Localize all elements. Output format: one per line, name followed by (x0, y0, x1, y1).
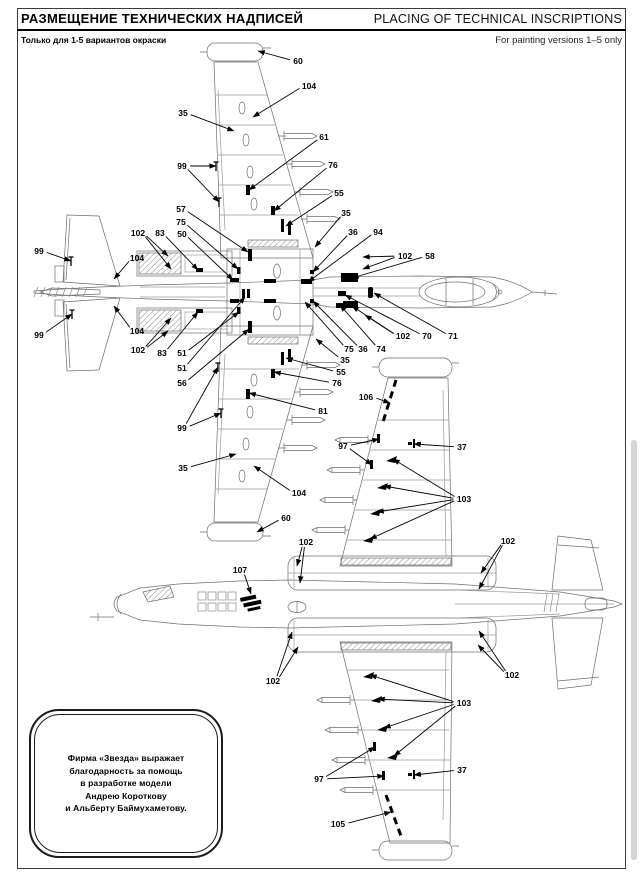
callout-leader-97 (351, 439, 379, 445)
painting-note-english: For painting versions 1–5 only (495, 35, 622, 46)
callout-label-50: 50 (177, 229, 187, 239)
callout-label-94: 94 (373, 227, 383, 237)
callout-leader-56 (188, 329, 249, 380)
callout-label-61: 61 (319, 132, 329, 142)
callout-label-71: 71 (448, 331, 458, 341)
callout-leader-104 (253, 88, 300, 117)
callout-leader-97 (327, 776, 384, 779)
callout-leader-102 (479, 631, 506, 671)
callout-label-105: 105 (330, 819, 346, 829)
callout-label-76: 76 (328, 160, 338, 170)
wingtip-pod-left (379, 358, 452, 377)
credit-line: и Альберту Баймухаметову. (65, 803, 187, 814)
stores-lower-wing (278, 360, 340, 453)
callout-label-58: 58 (425, 251, 435, 261)
callout-label-99: 99 (34, 330, 44, 340)
callout-label-102: 102 (298, 537, 314, 547)
callout-label-36: 36 (348, 227, 358, 237)
callout-leader-37 (414, 771, 454, 775)
callout-label-81: 81 (318, 406, 328, 416)
formation-light-mark-37a (408, 439, 421, 448)
callout-label-57: 57 (176, 204, 186, 214)
aircraft-top-view (34, 43, 557, 541)
callout-label-35: 35 (178, 108, 188, 118)
callout-leader-102 (481, 545, 501, 573)
credit-line: Фирма «Звезда» выражает (67, 753, 185, 764)
callout-label-36: 36 (358, 344, 368, 354)
tailplane-right (552, 618, 603, 689)
callout-label-56: 56 (177, 378, 187, 388)
callout-label-102: 102 (397, 251, 413, 261)
callout-leader-75 (187, 225, 238, 269)
wingtip-pod-right (379, 841, 452, 860)
inscription-marks-top-view (69, 162, 374, 418)
callout-leader-103 (394, 706, 455, 756)
callout-label-60: 60 (281, 513, 291, 523)
callout-leader-99 (188, 169, 219, 202)
callout-label-75: 75 (344, 344, 354, 354)
callout-label-104: 104 (129, 326, 145, 336)
callout-label-83: 83 (157, 348, 167, 358)
callout-label-70: 70 (422, 331, 432, 341)
callout-label-99: 99 (177, 423, 187, 433)
callout-label-102: 102 (130, 228, 146, 238)
fuselage-outline (34, 276, 532, 308)
vent-grids (198, 592, 236, 611)
scan-edge-shadow (631, 440, 637, 860)
wing-upper (214, 62, 313, 258)
callout-label-102: 102 (265, 676, 281, 686)
tailplane-right (63, 298, 120, 371)
nose-probe (90, 613, 114, 621)
callout-label-107: 107 (232, 565, 248, 575)
callout-leader-81 (249, 393, 315, 410)
callout-leader-97 (326, 747, 375, 777)
page-title-english: PLACING OF TECHNICAL INSCRIPTIONS (373, 12, 622, 26)
callout-label-104: 104 (291, 488, 307, 498)
callout-leader-76 (274, 372, 329, 382)
callout-leader-75 (305, 302, 343, 345)
callout-label-99: 99 (34, 246, 44, 256)
wingtip-pod-upper (207, 43, 263, 61)
wing-left (340, 378, 452, 566)
callout-leader-74 (340, 305, 375, 345)
callout-leader-36 (313, 236, 347, 272)
credit-line: в разработке модели (80, 778, 172, 789)
callout-label-102: 102 (504, 670, 520, 680)
credit-line: Андрею Короткову (85, 790, 167, 801)
callout-label-55: 55 (336, 367, 346, 377)
callout-label-37: 37 (457, 765, 467, 775)
page-title-russian: РАЗМЕЩЕНИЕ ТЕХНИЧЕСКИХ НАДПИСЕЙ (21, 11, 304, 26)
gun-bay-hatch (143, 586, 174, 602)
callout-leader-104 (114, 306, 130, 327)
callout-label-97: 97 (314, 774, 324, 784)
callout-leader-99 (46, 314, 72, 332)
stores-right-wing (317, 695, 377, 795)
callout-leader-61 (249, 140, 317, 190)
callout-leader-97 (350, 449, 372, 465)
callout-label-60: 60 (293, 56, 303, 66)
callout-label-102: 102 (130, 345, 146, 355)
callout-label-99: 99 (177, 161, 187, 171)
callout-label-55: 55 (334, 188, 344, 198)
callout-label-104: 104 (129, 253, 145, 263)
callout-label-37: 37 (457, 442, 467, 452)
walkway-line-105 (386, 795, 401, 836)
painting-note-russian: Только для 1-5 вариантов окраски (21, 35, 167, 45)
callout-label-102: 102 (500, 536, 516, 546)
callout-leader-104 (254, 466, 290, 490)
tailplane-left (552, 536, 603, 590)
callout-label-83: 83 (155, 228, 165, 238)
credit-text (65, 752, 186, 815)
callout-leader-103 (384, 486, 453, 498)
callout-leader-60 (257, 520, 279, 532)
callout-leader-107 (244, 575, 251, 594)
wingtip-pod-lower (207, 523, 263, 541)
callout-leader-102 (277, 632, 292, 676)
danger-stencil-mark (240, 594, 263, 613)
callout-label-102: 102 (395, 331, 411, 341)
callout-label-35: 35 (341, 208, 351, 218)
canopy-outline (419, 277, 499, 307)
callout-leader-37 (414, 444, 454, 447)
callout-leader-51 (189, 312, 239, 350)
callout-label-75: 75 (176, 217, 186, 227)
credit-box-inner-border (34, 714, 218, 853)
callout-leader-99 (186, 367, 218, 424)
tailplane-left (63, 215, 120, 286)
callout-leader-51 (187, 297, 245, 364)
callout-label-106: 106 (358, 392, 374, 402)
callout-leader-99 (190, 413, 221, 426)
callout-label-35: 35 (340, 355, 350, 365)
callout-leader-103 (370, 675, 454, 702)
stores-upper-wing (278, 131, 340, 224)
credit-line: благодарность за помощь (69, 765, 183, 776)
callout-leader-35 (191, 454, 236, 467)
callout-label-104: 104 (301, 81, 317, 91)
callout-leader-106 (376, 398, 390, 403)
callout-leader-35 (191, 115, 234, 131)
callout-label-103: 103 (456, 494, 472, 504)
callout-label-51: 51 (177, 348, 187, 358)
callout-leader-35 (316, 339, 338, 357)
callout-label-74: 74 (376, 344, 386, 354)
credit-box (29, 709, 223, 858)
callout-label-35: 35 (178, 463, 188, 473)
callout-label-76: 76 (332, 378, 342, 388)
callout-leader-70 (345, 295, 420, 334)
callout-label-51: 51 (177, 363, 187, 373)
inscription-marks-bottom-view (240, 380, 421, 836)
callout-leader-103 (378, 699, 453, 703)
callout-leader-103 (393, 459, 455, 497)
callout-leader-102 (479, 545, 502, 589)
callout-leader-102 (363, 256, 394, 257)
callout-leader-104 (114, 261, 129, 279)
wing-right (340, 642, 452, 843)
callout-label-97: 97 (338, 441, 348, 451)
callout-label-103: 103 (456, 698, 472, 708)
pitot-probe (532, 290, 557, 296)
